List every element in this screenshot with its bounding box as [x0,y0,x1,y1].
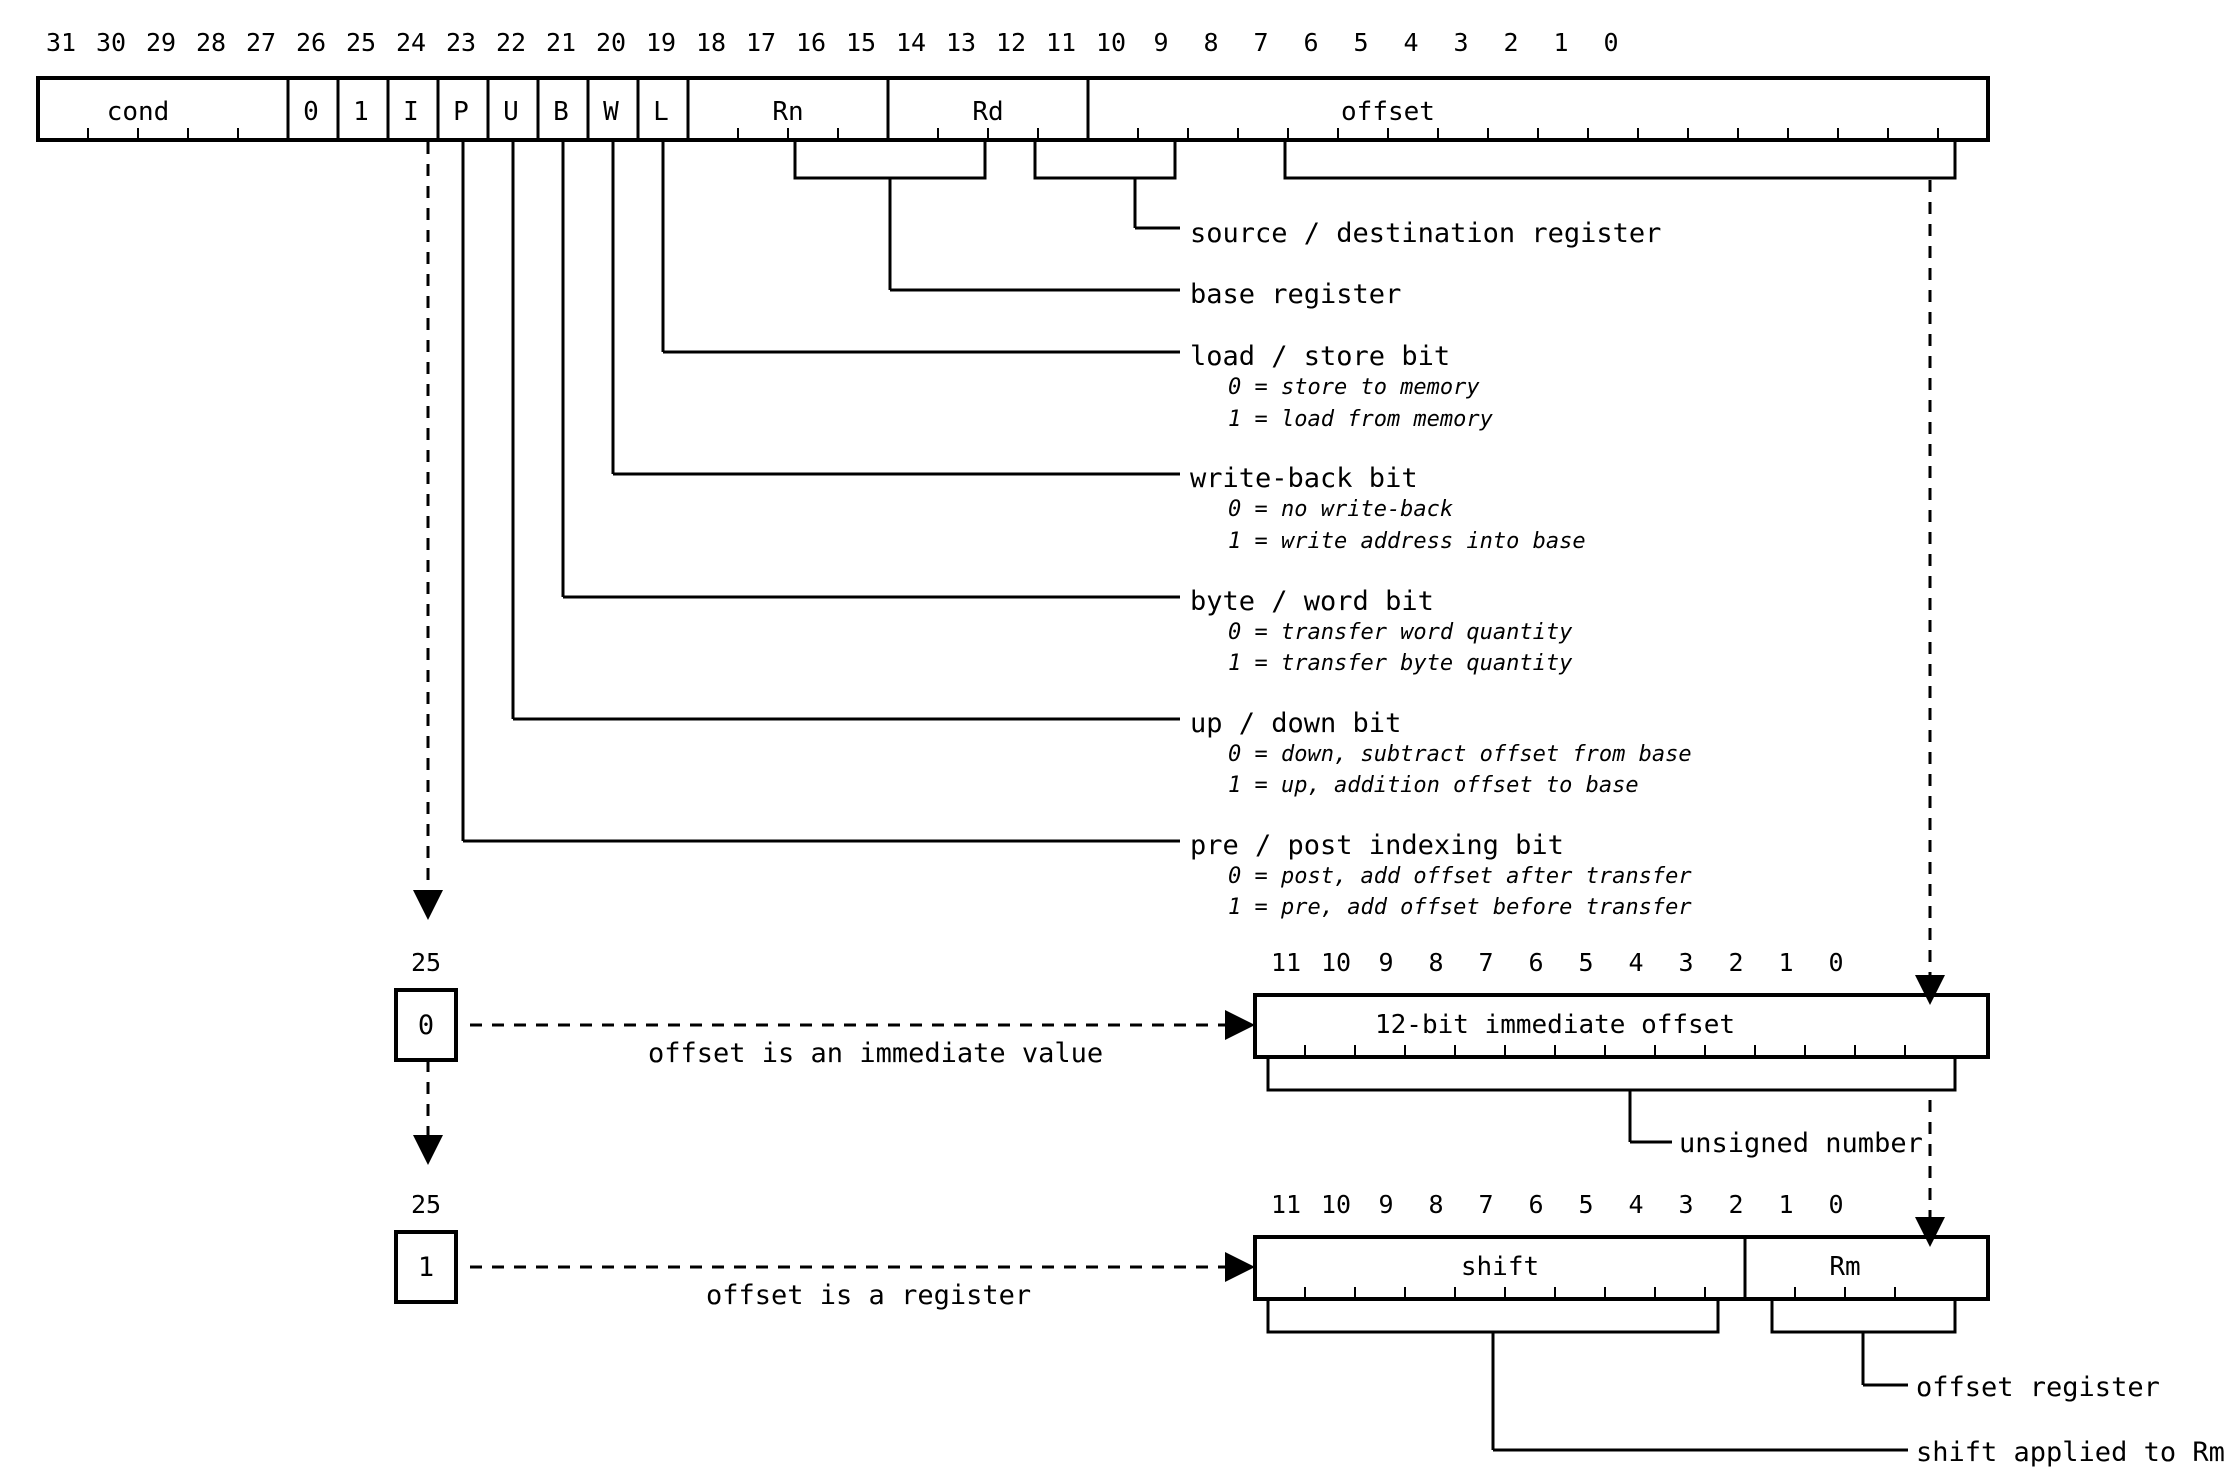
bit-number: 6 [1528,1190,1544,1219]
bit-number: 9 [1378,1190,1394,1219]
bit-number: 1 [1553,28,1569,57]
bit-number: 5 [1578,1190,1594,1219]
annotation-write-back-line-1: 1 = write address into base [1228,529,1586,554]
field-label-b: B [553,97,569,127]
bit-number: 22 [495,28,527,57]
annotation-pre-post-indexing-bit: pre / post indexing bit [1190,830,1564,861]
field-label-rn: Rn [772,97,804,127]
variant-register-brace-note-offset-register: offset register [1916,1372,2160,1403]
bit-number: 6 [1528,948,1544,977]
bit-number: 23 [445,28,477,57]
bit-number: 31 [45,28,77,57]
bit-number: 2 [1728,948,1744,977]
bit-number: 0 [1828,1190,1844,1219]
bit-number: 26 [295,28,327,57]
bit-number: 8 [1428,1190,1444,1219]
annotation-write-back-line-0: 0 = no write-back [1228,497,1454,522]
bit-number: 1 [1778,948,1794,977]
bit-number: 8 [1428,948,1444,977]
variant-register-caption: offset is a register [706,1280,1032,1311]
bit-number: 7 [1478,1190,1494,1219]
bit-number: 13 [945,28,977,57]
field-label-offset: offset [1341,97,1435,127]
bit-number: 8 [1203,28,1219,57]
bit-number: 9 [1153,28,1169,57]
variant-immediate-brace-note: unsigned number [1679,1128,1923,1159]
annotation-base-register: base register [1190,279,1402,310]
bit-number: 1 [1778,1190,1794,1219]
field-label-bit26: 1 [353,97,369,127]
bit-number: 11 [1270,1190,1302,1219]
field-label-l: L [653,97,669,127]
bit-number: 4 [1403,28,1419,57]
variant-immediate-field-label: 12-bit immediate offset [1374,1010,1736,1040]
variant-register-field-label-rm: Rm [1829,1252,1861,1282]
annotation-pre-post-line-0: 0 = post, add offset after transfer [1228,864,1692,889]
bit-number: 11 [1045,28,1077,57]
field-label-rd: Rd [972,97,1004,127]
bit-number: 0 [1828,948,1844,977]
bit-number: 18 [695,28,727,57]
annotation-pre-post-line-1: 1 = pre, add offset before transfer [1228,895,1692,920]
bit-number: 9 [1378,948,1394,977]
bit-number: 19 [645,28,677,57]
variant-register-field-label-shift: shift [1460,1252,1540,1282]
bit-number: 21 [545,28,577,57]
annotation-up-down-line-0: 0 = down, subtract offset from base [1228,742,1692,767]
annotation-up-down-bit: up / down bit [1190,708,1402,739]
field-label-u: U [503,97,519,127]
variant-immediate-bit-value: 0 [417,1010,435,1041]
bit-number: 25 [345,28,377,57]
variant-register-bit-value: 1 [417,1252,435,1283]
annotation-source-destination-register: source / destination register [1190,218,1662,249]
bit-number: 5 [1353,28,1369,57]
bit-number: 10 [1095,28,1127,57]
bit-number: 3 [1453,28,1469,57]
bit-number: 5 [1578,948,1594,977]
bit-number: 7 [1478,948,1494,977]
annotation-up-down-line-1: 1 = up, addition offset to base [1228,773,1639,798]
field-label-w: W [603,97,619,127]
bit-number: 10 [1320,1190,1352,1219]
bit-number: 15 [845,28,877,57]
bit-number: 30 [95,28,127,57]
bit-number: 3 [1678,948,1694,977]
bit-number: 2 [1503,28,1519,57]
bit-number: 4 [1628,1190,1644,1219]
annotation-byte-word-bit: byte / word bit [1190,586,1434,617]
bit-number: 12 [995,28,1027,57]
bit-number: 3 [1678,1190,1694,1219]
bit-number: 10 [1320,948,1352,977]
field-label-bit27: 0 [303,97,319,127]
field-label-p: P [453,97,469,127]
bit-number: 24 [395,28,427,57]
bit-number: 17 [745,28,777,57]
bit-number: 27 [245,28,277,57]
variant-register-bit-label: 25 [410,1190,442,1219]
bit-number: 6 [1303,28,1319,57]
bit-number: 2 [1728,1190,1744,1219]
bit-number: 20 [595,28,627,57]
annotation-write-back-bit: write-back bit [1190,463,1418,494]
variant-immediate-bit-label: 25 [410,948,442,977]
annotation-byte-word-line-0: 0 = transfer word quantity [1228,620,1573,645]
bit-number: 4 [1628,948,1644,977]
bit-number: 29 [145,28,177,57]
bit-number: 28 [195,28,227,57]
bit-number: 14 [895,28,927,57]
annotation-byte-word-line-1: 1 = transfer byte quantity [1228,651,1573,676]
field-label-i: I [403,97,419,127]
annotation-load-store-line-0: 0 = store to memory [1228,375,1480,400]
bit-number: 16 [795,28,827,57]
bit-number: 11 [1270,948,1302,977]
annotation-load-store-line-1: 1 = load from memory [1228,407,1493,432]
field-label-cond: cond [106,97,170,127]
variant-immediate-caption: offset is an immediate value [648,1038,1104,1069]
annotation-load-store-bit: load / store bit [1190,341,1451,372]
variant-register-brace-note-shift-applied: shift applied to Rm [1916,1437,2225,1468]
bit-number: 7 [1253,28,1269,57]
bit-number: 0 [1603,28,1619,57]
